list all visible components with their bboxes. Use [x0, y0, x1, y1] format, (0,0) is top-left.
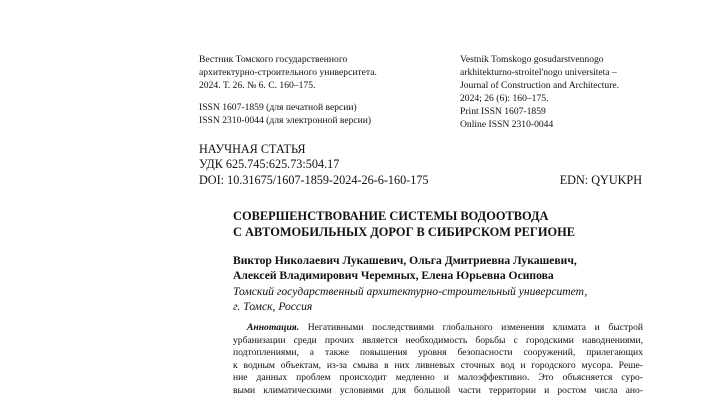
- journal-ru-line: 2024. Т. 26. № 6. С. 160–175.: [199, 80, 316, 92]
- udk-code: УДК 625.745:625.73:504.17: [199, 157, 340, 172]
- author-line: Алексей Владимирович Черемных, Елена Юрьевна Осипова: [233, 269, 554, 283]
- doi-row: [199, 173, 642, 188]
- journal-info-en: [460, 53, 619, 132]
- affiliation-line: Томский государственный архитектурно-строительный университет,: [233, 285, 588, 298]
- journal-en-line: 2024; 26 (6): 160–175.: [460, 93, 549, 105]
- journal-ru-line: архитектурно-строительного университета.: [199, 67, 377, 79]
- abstract-text: Негативными последствиями глобального изменения климата и быстрой: [299, 322, 643, 333]
- journal-ru-line: Вестник Томского государственного: [199, 54, 348, 65]
- affiliation: [233, 284, 587, 314]
- article-title: [233, 209, 575, 240]
- abstract-label: Аннотация.: [247, 322, 300, 333]
- title-line: С АВТОМОБИЛЬНЫХ ДОРОГ В СИБИРСКОМ РЕГИОНЕ: [233, 224, 575, 239]
- abstract-line: выми климатическими условиями для большой части территории и ростом числа ано-: [233, 384, 643, 396]
- author-list: [233, 253, 577, 283]
- journal-en-line: Vestnik Tomskogo gosudarstvennogo: [460, 54, 604, 65]
- abstract-line: к водным объектам, из-за смыва в них ливневых сточных вод и городского мусора. Реше-: [233, 359, 643, 371]
- abstract-line: подтоплениями, а также повышения уровня безопасности сооружений, прилегающих: [233, 347, 643, 359]
- doi-link[interactable]: DOI: 10.31675/1607-1859-2024-26-6-160-175: [199, 172, 429, 187]
- article-meta: [199, 142, 642, 188]
- issn-print-ru: ISSN 1607-1859 (для печатной версии): [199, 102, 357, 114]
- article-type: НАУЧНАЯ СТАТЬЯ: [199, 142, 306, 156]
- abstract-line: [233, 322, 643, 335]
- issn-online-en: Online ISSN 2310-0044: [460, 119, 554, 131]
- title-line: СОВЕРШЕНСТВОВАНИЕ СИСТЕМЫ ВОДООТВОДА: [233, 209, 549, 223]
- author-line: Виктор Николаевич Лукашевич, Ольга Дмитриевна Лукашевич,: [233, 254, 577, 267]
- affiliation-line: г. Томск, Россия: [233, 300, 313, 314]
- journal-info-ru: [199, 53, 377, 127]
- abstract-line: урбанизации среди прочих является необходимость борьбы с городскими наводнениями,: [233, 334, 643, 346]
- journal-en-line: Journal of Construction and Architecture.: [460, 80, 620, 92]
- edn-code: EDN: QYUKPH: [559, 172, 642, 187]
- abstract: [233, 322, 643, 398]
- abstract-line: ние данных проблем происходит медленно и малоэффективно. Это объясняется суро-: [233, 372, 643, 384]
- issn-print-en: Print ISSN 1607-1859: [460, 106, 546, 118]
- journal-en-line: arkhitekturno-stroitel'nogo universiteta –: [460, 67, 617, 79]
- issn-online-ru: ISSN 2310-0044 (для электронной версии): [199, 115, 372, 127]
